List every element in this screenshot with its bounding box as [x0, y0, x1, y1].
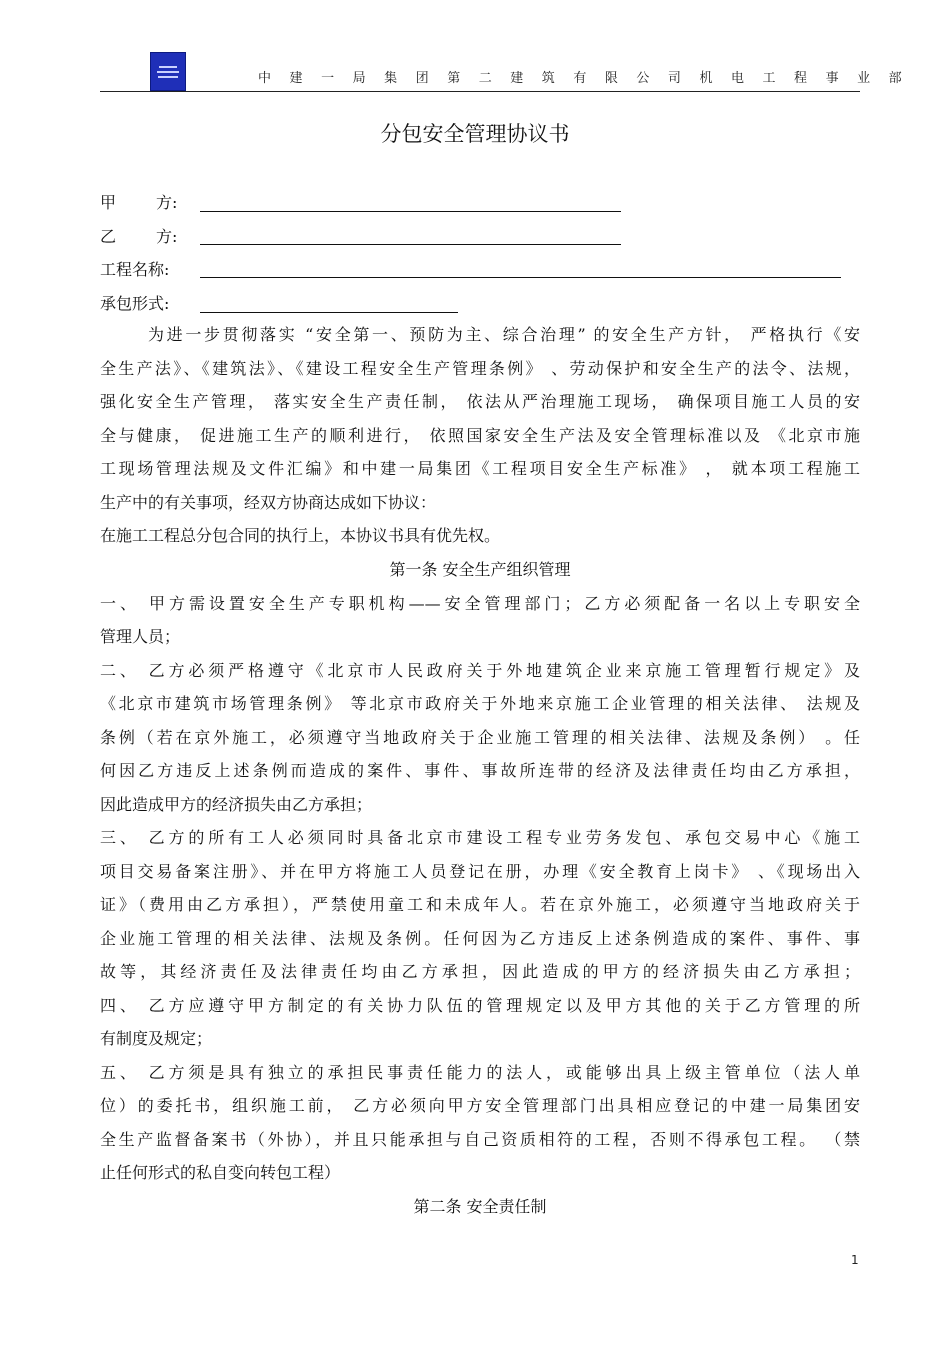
field-project-name: 工程名称: [100, 260, 170, 279]
party-a-blank[interactable] [200, 211, 621, 212]
field-contract-form: 承包形式: [100, 294, 170, 313]
intro-line: 为进一步贯彻落实 “安全第一、预防为主、综合治理” 的安全生产方针， 严格执行《安 [148, 325, 860, 344]
header-company-name: 中 建 一 局 集 团 第 二 建 筑 有 限 公 司 机 电 工 程 事 业 部 [258, 71, 909, 86]
article-heading: 第一条 安全生产组织管理 [389, 560, 571, 579]
article-1 [100, 553, 860, 1223]
field-party-b: 乙 方: [100, 227, 178, 246]
clause-line: 管理人员； [100, 627, 181, 646]
article-heading: 第二条 安全责任制 [413, 1196, 547, 1216]
clause-line: 项目交易备案注册》、并在甲方将施工人员登记在册，办理《安全教育上岗卡》 、《现场出入 [100, 861, 860, 881]
clause-line: 位）的委托书，组织施工前， 乙方必须向甲方安全管理部门出具相应登记的中建一局集团安 [100, 1096, 860, 1115]
clause-line: 条例（若在京外施工，必须遵守当地政府关于企业施工管理的相关法律、法规及条例） 。任 [100, 727, 860, 747]
intro-line: 全生产法》、《建筑法》、《建设工程安全生产管理条例》 、劳动保护和安全生产的法令、法规， [100, 358, 860, 378]
clause-line: 五、 乙方须是具有独立的承担民事责任能力的法人，或能够出具上级主管单位（法人单 [100, 1062, 860, 1082]
clause-line: 二、 乙方必须严格遵守《北京市人民政府关于外地建筑企业来京施工管理暂行规定》及 [100, 660, 860, 680]
clause-line: 有制度及规定； [100, 1029, 213, 1048]
party-b-blank[interactable] [200, 244, 621, 245]
clause-line: 全生产监督备案书（外协），并且只能承担与自己资质相符的工程，否则不得承包工程。 （禁 [100, 1129, 860, 1149]
clause-line: 因此造成甲方的经济损失由乙方承担； [100, 794, 373, 814]
field-party-a: 甲 方: [100, 193, 178, 212]
company-logo [150, 52, 186, 91]
page-number: 1 [851, 1253, 859, 1267]
clause-line: 故等，其经济责任及法律责任均由乙方承担，因此造成的甲方的经济损失由乙方承担； [100, 962, 860, 981]
clause-line: 一、 甲方需设置安全生产专职机构——安全管理部门；乙方必须配备一名以上专职安全 [100, 593, 860, 613]
intro-line: 工现场管理法规及文件汇编》和中建一局集团《工程项目安全生产标准》 ， 就本项工程施工 [100, 459, 860, 478]
intro-line: 生产中的有关事项，经双方协商达成如下协议： [100, 492, 437, 512]
intro-line: 强化安全生产管理， 落实安全生产责任制， 依法从严治理施工现场， 确保项目施工人员的安 [100, 392, 860, 411]
intro-line: 全与健康， 促进施工生产的顺利进行， 依照国家安全生产法及安全管理标准以及 《北京市施 [100, 425, 860, 445]
contract-form-blank[interactable] [200, 312, 458, 313]
clause-line: 企业施工管理的相关法律、法规及条例。任何因为乙方违反上述条例造成的案件、事件、事 [100, 928, 860, 948]
intro-line: 在施工工程总分包合同的执行上，本协议书具有优先权。 [100, 526, 501, 545]
clause-line: 止任何形式的私自变向转包工程） [100, 1163, 341, 1182]
header-divider [100, 91, 860, 92]
clause-line: 四、 乙方应遵守甲方制定的有关协力队伍的管理规定以及甲方其他的关于乙方管理的所 [100, 995, 860, 1015]
project-name-blank[interactable] [200, 277, 841, 278]
intro-paragraph [100, 318, 860, 553]
clause-line: 三、 乙方的所有工人必须同时具备北京市建设工程专业劳务发包、承包交易中心《施工 [100, 828, 860, 847]
document-title: 分包安全管理协议书 [380, 122, 570, 146]
clause-line: 《北京市建筑市场管理条例》 等北京市政府关于外地来京施工企业管理的相关法律、 法规及 [100, 694, 860, 713]
clause-line: 证》（费用由乙方承担），严禁使用童工和未成年人。若在京外施工，必须遵守当地政府关于 [100, 895, 860, 914]
clause-line: 何因乙方违反上述条例而造成的案件、事件、事故所连带的经济及法律责任均由乙方承担， [100, 761, 860, 780]
